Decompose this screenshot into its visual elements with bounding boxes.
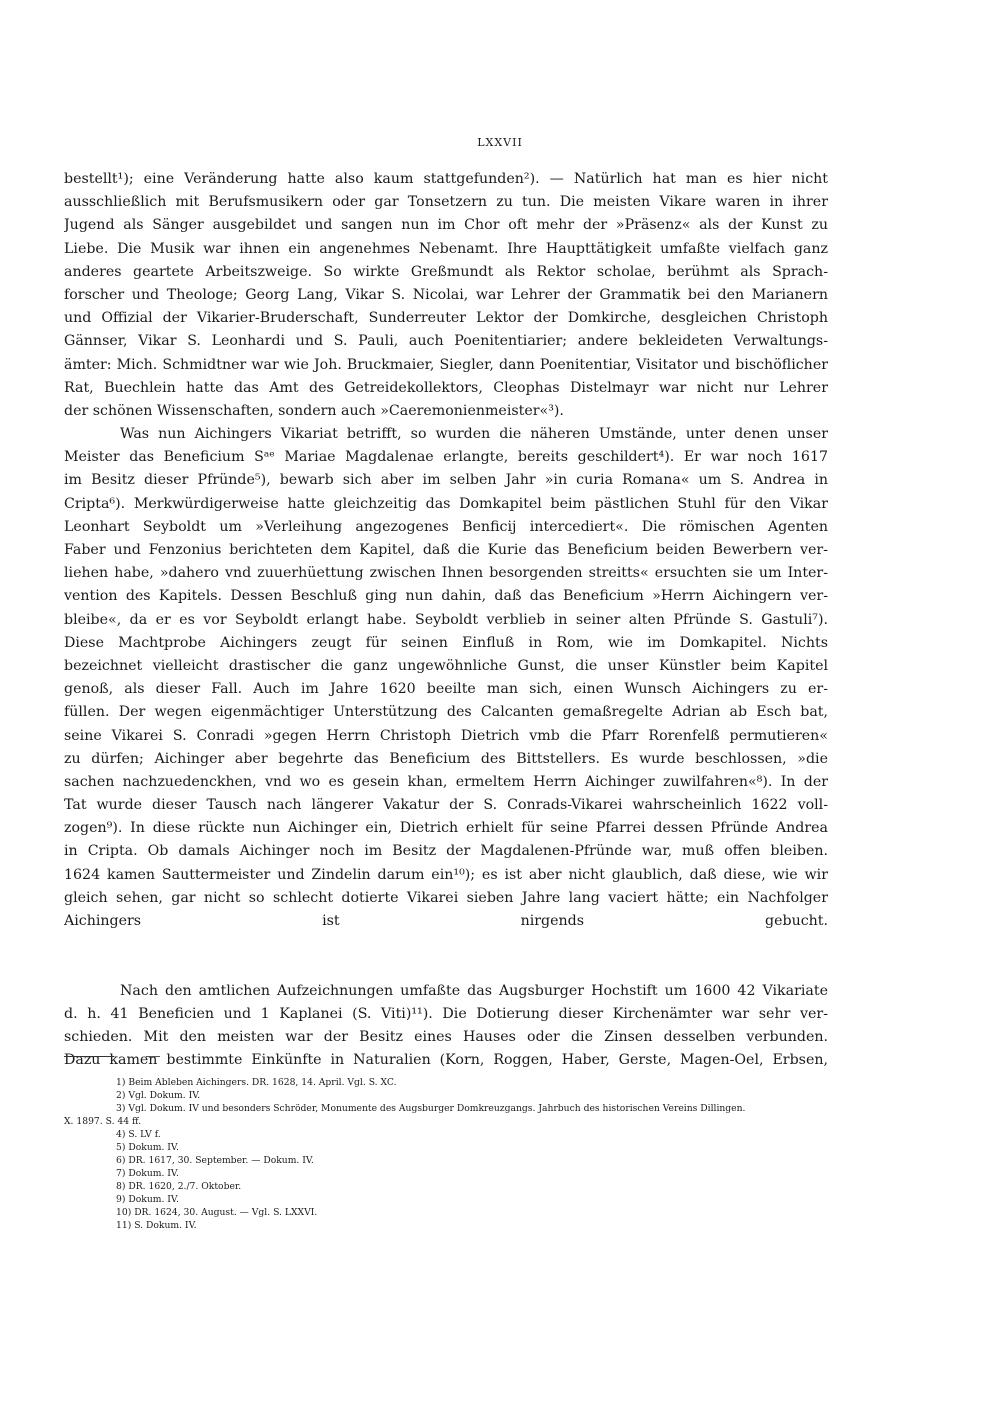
footnote: 10) DR. 1624, 30. August. — Vgl. S. LXXVI. — [116, 1207, 318, 1218]
text-line: Liebe. Die Musik war ihnen ein angenehmes Nebenamt. Ihre Haupttätigkeit umfaßte vielfach ganz — [64, 240, 828, 257]
body-text — [64, 168, 828, 1072]
footnote: 4) S. LV f. — [116, 1129, 161, 1140]
footnote: 8) DR. 1620, 2./7. Oktober. — [116, 1181, 242, 1192]
text-line: d. h. 41 Beneficien und 1 Kaplanei (S. Viti)¹¹). Die Dotierung dieser Kirchenämter war sehr ver- — [64, 1005, 828, 1022]
text-line: Faber und Fenzonius berichteten dem Kapitel, daß die Kurie das Beneficium beiden Bewerbern ver- — [64, 542, 828, 558]
text-line: zogen⁹). In diese rückte nun Aichinger ein, Dietrich erhielt für seine Pfarrei dessen Pfründe Andrea — [64, 820, 828, 837]
text-line: bleibe«, da er es vor Seyboldt erlangt habe. Seyboldt verblieb in seiner alten Pfründe S. Gastuli⁷). — [64, 611, 828, 628]
text-line: ämter: Mich. Schmidtner war wie Joh. Bruckmaier, Siegler, dann Poenitentiar, Visitator und bischöflicher — [64, 356, 828, 373]
text-line: im Besitz dieser Pfründe⁵), bewarb sich aber im selben Jahr »in curia Romana« um S. Andrea in — [64, 472, 828, 489]
text-line: vention des Kapitels. Dessen Beschluß ging nun dahin, daß das Beneficium »Herrn Aichingern ver- — [64, 588, 828, 605]
text-line: seine Vikarei S. Conradi »gegen Herrn Christoph Dietrich vmb die Pfarr Rorenfelß permutieren« — [64, 727, 828, 744]
text-line: Diese Machtprobe Aichingers zeugt für seinen Einfluß in Rom, wie im Domkapitel. Nichts — [64, 634, 828, 651]
text-line: forscher und Theologe; Georg Lang, Vikar S. Nicolai, war Lehrer der Grammatik bei den Marianern — [64, 286, 828, 303]
text-line: Aichingers ist nirgends gebucht. — [64, 913, 828, 929]
paragraph-1 — [64, 168, 828, 423]
text-line: Was nun Aichingers Vikariat betrifft, so wurden die näheren Umstände, unter denen unser — [120, 426, 828, 443]
text-line — [64, 933, 828, 956]
footnote: 7) Dokum. IV. — [116, 1168, 179, 1179]
footnotes — [64, 1076, 836, 1232]
footnote-continuation: X. 1897. S. 44 ff. — [64, 1116, 142, 1127]
page-number: LXXVII — [477, 136, 523, 149]
text-line: bestellt¹); eine Veränderung hatte also kaum stattgefunden²). — Natürlich hat man es hier nicht — [64, 171, 828, 187]
text-line: in Cripta. Ob damals Aichinger noch im Besitz der Magdalenen-Pfründe war, muß offen bleiben. — [64, 843, 828, 860]
text-line: anderes geartete Arbeitszweige. So wirkte Greßmundt als Rektor scholae, berühmt als Sprach- — [64, 263, 828, 280]
text-line: genoß, als dieser Fall. Auch im Jahre 1620 beeilte man sich, einen Wunsch Aichingers zu er- — [64, 681, 828, 698]
text-line: 1624 kamen Sauttermeister und Zindelin darum ein¹⁰); es ist aber nicht glaublich, daß diese, wie wir — [64, 866, 828, 883]
footnote: 11) S. Dokum. IV. — [116, 1220, 197, 1231]
footnote: 6) DR. 1617, 30. September. — Dokum. IV. — [116, 1155, 314, 1166]
text-line: Gännser, Vikar S. Leonhardi und S. Pauli, auch Poenitentiarier; andere bekleideten Verwaltungs- — [64, 333, 828, 350]
footnote: 5) Dokum. IV. — [116, 1142, 179, 1153]
text-line: zu dürfen; Aichinger aber begehrte das Beneficium des Bittstellers. Es wurde beschlossen, »die — [64, 750, 828, 767]
text-line: schieden. Mit den meisten war der Besitz eines Hauses oder die Zinsen desselben verbunden. — [64, 1028, 828, 1045]
text-line: füllen. Der wegen eigenmächtiger Unterstützung des Calcanten gemaßregelte Adrian ab Esch bat, — [64, 704, 828, 721]
footnote: 2) Vgl. Dokum. IV. — [116, 1090, 201, 1101]
text-line: Meister das Beneficium Sᵃᵉ Mariae Magdalenae erlangte, bereits geschildert⁴). Er war noch 1617 — [64, 449, 828, 466]
paragraph-2 — [64, 423, 828, 980]
text-line: der schönen Wissenschaften, sondern auch »Caeremonienmeister«³). — [64, 402, 564, 419]
footnote: 3) Vgl. Dokum. IV und besonders Schröder, Monumente des Augsburger Domkreuzgangs. Jahrbuch des historischen Vereins Dillingen. — [116, 1103, 746, 1114]
text-line: sachen nachzuedenckhen, vnd wo es gesein khan, ermeltem Herrn Aichinger zuwilfahren«⁸). In der — [64, 773, 828, 790]
text-line: Jugend als Sänger ausgebildet und sangen nun im Chor oft mehr der »Präsenz« als der Kunst zu — [64, 217, 828, 234]
footnote: 1) Beim Ableben Aichingers. DR. 1628, 14. April. Vgl. S. XC. — [116, 1077, 397, 1088]
footnote-separator-mark — [146, 1056, 160, 1057]
text-line: ausschließlich mit Berufsmusikern oder gar Tonsetzern zu tun. Die meisten Vikare waren in ihrer — [64, 194, 828, 211]
text-line: Nach den amtlichen Aufzeichnungen umfaßte das Augsburger Hochstift um 1600 42 Vikariate — [120, 982, 828, 999]
text-line: Leonhart Seyboldt um »Verleihung angezogenes Benficij intercediert«. Die römischen Agenten — [64, 518, 828, 535]
text-line: liehen habe, »dahero vnd zuuerhüettung zwischen Ihnen besorgenden streitts« ersuchten sie um Inter- — [64, 565, 828, 582]
text-line: gleich sehen, gar nicht so schlecht dotierte Vikarei sieben Jahre lang vaciert hätte; ein Nachfolger — [64, 889, 828, 906]
text-line: und Offizial der Vikarier-Bruderschaft, Sunderreuter Lektor der Domkirche, desgleichen Christoph — [64, 310, 828, 327]
text-line: Rat, Buechlein hatte das Amt des Getreidekollektors, Cleophas Distelmayr war nicht nur Lehrer — [64, 379, 828, 396]
footnote: 9) Dokum. IV. — [116, 1194, 179, 1205]
paragraph-3 — [64, 980, 828, 1073]
text-line: bezeichnet vielleicht drastischer die ganz ungewöhnliche Gunst, die unser Künstler beim Kapitel — [64, 657, 828, 674]
text-line: Tat wurde dieser Tausch nach längerer Vakatur der S. Conrads-Vikarei wahrscheinlich 1622 voll- — [64, 797, 828, 814]
footnote-separator — [64, 1056, 114, 1057]
text-line: Cripta⁶). Merkwürdigerweise hatte gleichzeitig das Domkapitel beim pästlichen Stuhl für den Vikar — [64, 495, 828, 512]
text-line: Dazu kamen bestimmte Einkünfte in Naturalien (Korn, Roggen, Haber, Gerste, Magen-Oel, Erbsen, — [64, 1052, 828, 1069]
text-line — [64, 956, 828, 979]
